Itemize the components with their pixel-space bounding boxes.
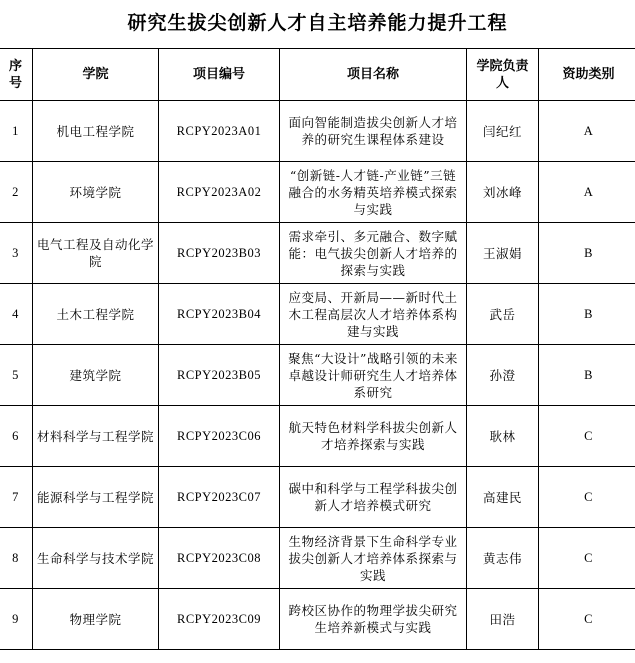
cell-college: 环境学院 (33, 162, 159, 223)
cell-project-code: RCPY2023B05 (159, 345, 280, 406)
header-seq: 序号 (0, 49, 33, 101)
cell-project-name: 需求牵引、多元融合、数字赋能：电气拔尖创新人才培养的探索与实践 (280, 223, 467, 284)
table-row (0, 101, 635, 162)
cell-leader: 孙澄 (467, 345, 539, 406)
cell-project-code: RCPY2023C07 (159, 467, 280, 528)
cell-seq: 7 (0, 467, 33, 528)
table-row (0, 162, 635, 223)
cell-project-code: RCPY2023C09 (159, 589, 280, 650)
cell-college: 建筑学院 (33, 345, 159, 406)
cell-leader: 闫纪红 (467, 101, 539, 162)
cell-project-name: 生物经济背景下生命科学专业拔尖创新人才培养体系探索与实践 (280, 528, 467, 589)
cell-college: 机电工程学院 (33, 101, 159, 162)
cell-project-name: “创新链-人才链-产业链”三链融合的水务精英培养模式探索与实践 (280, 162, 467, 223)
cell-leader: 耿林 (467, 406, 539, 467)
header-funding-category: 资助类别 (539, 49, 635, 101)
cell-project-name: 面向智能制造拔尖创新人才培养的研究生课程体系建设 (280, 101, 467, 162)
cell-seq: 1 (0, 101, 33, 162)
cell-leader: 武岳 (467, 284, 539, 345)
cell-leader: 王淑娟 (467, 223, 539, 284)
cell-project-name: 聚焦“大设计”战略引领的未来卓越设计师研究生人才培养体系研究 (280, 345, 467, 406)
cell-funding-category: A (539, 162, 635, 223)
cell-funding-category: B (539, 223, 635, 284)
cell-seq: 3 (0, 223, 33, 284)
cell-project-name: 航天特色材料学科拔尖创新人才培养探索与实践 (280, 406, 467, 467)
cell-leader: 高建民 (467, 467, 539, 528)
cell-college: 电气工程及自动化学院 (33, 223, 159, 284)
cell-funding-category: C (539, 528, 635, 589)
cell-leader: 田浩 (467, 589, 539, 650)
table-row (0, 528, 635, 589)
header-college: 学院 (33, 49, 159, 101)
cell-project-code: RCPY2023C06 (159, 406, 280, 467)
document-title: 研究生拔尖创新人才自主培养能力提升工程 (127, 12, 508, 34)
cell-seq: 4 (0, 284, 33, 345)
header-project-code: 项目编号 (159, 49, 280, 101)
cell-seq: 5 (0, 345, 33, 406)
cell-project-name: 应变局、开新局——新时代土木工程高层次人才培养体系构建与实践 (280, 284, 467, 345)
table-row (0, 467, 635, 528)
table-header-row (0, 49, 635, 101)
cell-college: 能源科学与工程学院 (33, 467, 159, 528)
cell-seq: 6 (0, 406, 33, 467)
cell-college: 材料科学与工程学院 (33, 406, 159, 467)
cell-college: 物理学院 (33, 589, 159, 650)
cell-project-name: 碳中和科学与工程学科拔尖创新人才培养模式研究 (280, 467, 467, 528)
cell-college: 生命科学与技术学院 (33, 528, 159, 589)
cell-project-code: RCPY2023A02 (159, 162, 280, 223)
cell-project-code: RCPY2023B03 (159, 223, 280, 284)
cell-leader: 黄志伟 (467, 528, 539, 589)
header-project-name: 项目名称 (280, 49, 467, 101)
cell-funding-category: C (539, 406, 635, 467)
cell-college: 土木工程学院 (33, 284, 159, 345)
cell-project-code: RCPY2023A01 (159, 101, 280, 162)
header-leader: 学院负责人 (467, 49, 539, 101)
table-row (0, 284, 635, 345)
cell-funding-category: C (539, 589, 635, 650)
table-row (0, 406, 635, 467)
cell-seq: 8 (0, 528, 33, 589)
cell-funding-category: B (539, 345, 635, 406)
table-row (0, 589, 635, 650)
table-row (0, 223, 635, 284)
cell-seq: 9 (0, 589, 33, 650)
cell-funding-category: B (539, 284, 635, 345)
cell-seq: 2 (0, 162, 33, 223)
cell-funding-category: A (539, 101, 635, 162)
cell-leader: 刘冰峰 (467, 162, 539, 223)
cell-funding-category: C (539, 467, 635, 528)
cell-project-code: RCPY2023C08 (159, 528, 280, 589)
table-row (0, 345, 635, 406)
cell-project-name: 跨校区协作的物理学拔尖研究生培养新模式与实践 (280, 589, 467, 650)
cell-project-code: RCPY2023B04 (159, 284, 280, 345)
project-table (0, 48, 635, 650)
